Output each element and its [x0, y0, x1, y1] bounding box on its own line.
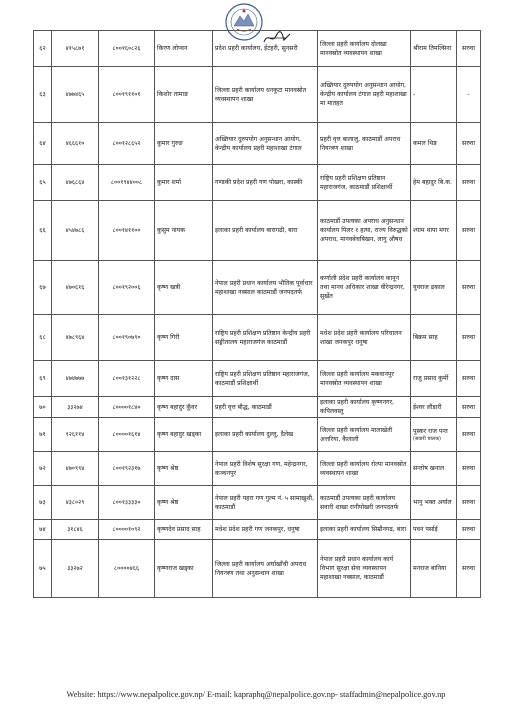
- new-office-cell: [318, 540, 411, 598]
- status-cell: [457, 67, 481, 123]
- name-cell: [155, 397, 213, 418]
- sanket-number-cell: [99, 361, 155, 397]
- name-cell: [155, 315, 213, 361]
- name-text: कुमार गुरुङ: [157, 140, 183, 147]
- personnel-code-cell: [52, 418, 99, 452]
- approver-cell: [411, 418, 457, 452]
- current-office-cell: [213, 397, 318, 418]
- personnel-code-text: १२६११४: [65, 431, 85, 438]
- serial-number-cell: [34, 540, 52, 598]
- name-cell: [155, 540, 213, 598]
- new-office-text: काठमाडौं उपत्यका अपराध अनुसन्धान कार्यालय पिलर १ हत्या, राज्य विरुद्धको अपराध, मानवबेचबिखन, लागु औषध: [320, 218, 408, 243]
- sanket-number-text: ८००००४६६: [114, 565, 139, 572]
- approver-text: मनराज बानिया: [413, 565, 447, 572]
- current-office-text: प्रहरी वृत्त बौद्ध, काठमाडौं: [215, 403, 272, 411]
- new-office-text: जिल्ला प्रहरी कार्यालय मालाखेती अत्तरिया, कैलाली: [320, 426, 393, 443]
- new-office-text: कर्णाली प्रदेश प्रहरी कार्यालय कानून तथा मानव अधिकार शाखा वीरेन्द्रनगर, सुर्खेत: [320, 275, 405, 300]
- serial-number-text: ६६: [39, 227, 46, 234]
- new-office-cell: [318, 201, 411, 261]
- table-row: [34, 520, 481, 540]
- serial-number-cell: [34, 31, 52, 67]
- serial-number-cell: [34, 520, 52, 540]
- status-text: सरुवा: [462, 465, 475, 472]
- name-cell: [155, 261, 213, 315]
- current-office-text: राष्ट्रिय प्रहरी प्रशिक्षण प्रतिष्ठान केन्द्रीय प्रहरी सङ्गीतालय महाराजगंज काठमाडौं: [215, 329, 311, 346]
- sanket-number-cell: [99, 201, 155, 261]
- personnel-code-cell: [52, 201, 99, 261]
- status-text: सरुवा: [462, 179, 475, 186]
- approver-text: बिक्रम साह: [413, 334, 438, 341]
- new-office-text: काठमाडौं उपत्यका प्रहरी कार्यालय सवारी शाखा रानीपोखरी जनपदतर्फ: [320, 494, 399, 511]
- status-cell: [457, 165, 481, 201]
- current-office-cell: [213, 261, 318, 315]
- status-cell: [457, 123, 481, 165]
- status-cell: [457, 397, 481, 418]
- table-row: [34, 261, 481, 315]
- name-cell: [155, 486, 213, 520]
- table-row: [34, 452, 481, 486]
- serial-number-cell: [34, 315, 52, 361]
- new-office-text: अख्तियार दुरुपयोग अनुसन्धान आयोग, केन्द्रीय कार्यालय टंगाल प्रहरी महाशाखा मा मातहत: [320, 82, 407, 107]
- status-text: सरुवा: [462, 565, 475, 572]
- table-row: [34, 418, 481, 452]
- name-text: कृष्ण बहादुर कुँवर: [157, 403, 198, 411]
- approver-cell: [411, 397, 457, 418]
- approver-cell: [411, 520, 457, 540]
- current-office-text: इलाका प्रहरी कार्यालय बारागढी, बारा: [215, 227, 298, 234]
- sanket-number-text: ८००१३३३३०: [112, 499, 141, 506]
- sanket-number-cell: [99, 418, 155, 452]
- serial-number-cell: [34, 201, 52, 261]
- new-office-text: जिल्ला प्रहरी कार्यालय दोलखा मानवस्रोत व्यवस्थापन शाखा: [320, 40, 387, 57]
- name-text: किरण लोप्चन: [157, 45, 188, 52]
- sanket-number-cell: [99, 123, 155, 165]
- sanket-number-cell: [99, 540, 155, 598]
- serial-number-cell: [34, 397, 52, 418]
- name-cell: [155, 520, 213, 540]
- sanket-number-cell: [99, 452, 155, 486]
- current-office-cell: [213, 486, 318, 520]
- new-office-cell: [318, 397, 411, 418]
- sanket-number-cell: [99, 165, 155, 201]
- status-cell: [457, 315, 481, 361]
- personnel-code-text: ४५४७८६: [65, 227, 85, 234]
- name-text: कृष्ण श्रेष्ठ: [157, 465, 179, 472]
- personnel-code-text: ४७७४६५: [65, 91, 85, 98]
- approver-cell: [411, 540, 457, 598]
- approver-text: ईश्वर लौडारी: [413, 403, 442, 411]
- new-office-cell: [318, 418, 411, 452]
- current-office-cell: [213, 452, 318, 486]
- approver-cell: [411, 452, 457, 486]
- serial-number-cell: [34, 452, 52, 486]
- serial-number-cell: [34, 361, 52, 397]
- status-cell: [457, 31, 481, 67]
- serial-number-cell: [34, 418, 52, 452]
- personnel-code-cell: [52, 315, 99, 361]
- status-text: सरुवा: [462, 431, 475, 438]
- new-office-cell: [318, 261, 411, 315]
- status-cell: [457, 540, 481, 598]
- name-cell: [155, 123, 213, 165]
- current-office-cell: [213, 123, 318, 165]
- new-office-text: नेपाल प्रहरी प्रधान कार्यालय कार्य विभाग सुरक्षा सेवा व्यवस्थापन महाशाखा नक्साल, काठमाडौं: [320, 556, 394, 581]
- sanket-number-text: ८००१४११००: [112, 227, 141, 234]
- approver-cell: [411, 315, 457, 361]
- approver-text: भानु भक्त अर्याल: [413, 499, 452, 506]
- approver-text: युवराज ढकाल: [413, 284, 445, 291]
- current-office-cell: [213, 540, 318, 598]
- approver-cell: [411, 361, 457, 397]
- approver-text: -: [413, 91, 416, 98]
- serial-number-text: ६५: [39, 179, 46, 186]
- sanket-number-cell: [99, 31, 155, 67]
- serial-number-cell: [34, 123, 52, 165]
- table-row: [34, 486, 481, 520]
- new-office-text: इलाका प्रहरी कार्यालय कृष्णनगर, कपिलवस्तु: [320, 399, 394, 415]
- status-cell: [457, 520, 481, 540]
- approver-text: पवन पर्साई: [413, 526, 438, 533]
- page-footer: Website: https://www.nepalpolice.gov.np/ E-mail: kapraphq@nepalpolice.gov.np- staffadmin@nepalpolice.gov.np: [66, 690, 446, 699]
- table-row: [34, 315, 481, 361]
- approver-cell: [411, 201, 457, 261]
- sanket-number-text: ८००१९११०१: [112, 91, 141, 98]
- status-cell: [457, 486, 481, 520]
- serial-number-text: ६९: [39, 375, 46, 382]
- name-cell: [155, 418, 213, 452]
- current-office-text: इलाका प्रहरी कार्यालय दुल्लु, दैलेख: [215, 431, 294, 438]
- approver-cell: [411, 165, 457, 201]
- current-office-text: जिल्ला प्रहरी कार्यालय अर्घाखाँची अपराध नियन्त्रण तथा अनुसन्धान शाखा: [215, 560, 307, 577]
- sanket-number-text: ८००००१८४०: [112, 403, 141, 411]
- personnel-code-text: ४७८९६४: [65, 334, 85, 341]
- name-text: कुसुम नायक: [157, 227, 185, 234]
- serial-number-text: ७५: [39, 565, 46, 572]
- approver-text: राजु प्रसाद कुर्मी: [413, 375, 449, 382]
- name-cell: [155, 361, 213, 397]
- personnel-code-cell: [52, 31, 99, 67]
- status-cell: [457, 201, 481, 261]
- name-text: कृष्ण दास: [157, 375, 180, 382]
- serial-number-text: ७३: [39, 499, 46, 506]
- new-office-text: मधेश प्रदेश प्रहरी कार्यालय परिचालन शाखा जनकपुर धनुषा: [320, 329, 402, 346]
- table-row: [34, 361, 481, 397]
- sanket-number-cell: [99, 261, 155, 315]
- personnel-code-cell: [52, 452, 99, 486]
- current-office-cell: [213, 361, 318, 397]
- name-text: कृष्ण श्रेष्ठ: [157, 499, 179, 506]
- status-text: सरुवा: [462, 284, 475, 291]
- table-row: [34, 397, 481, 418]
- serial-number-cell: [34, 67, 52, 123]
- name-cell: [155, 452, 213, 486]
- personnel-code-cell: [52, 165, 99, 201]
- personnel-code-text: ४७०६१६: [65, 284, 85, 291]
- sanket-number-text: ८००१६०८२६: [112, 45, 141, 52]
- current-office-text: मधेश प्रदेश प्रहरी गण जनकपुर, धनुषा: [215, 526, 300, 533]
- table-row: [34, 201, 481, 261]
- sanket-number-cell: [99, 315, 155, 361]
- sanket-number-text: ८००१२८६५२: [112, 140, 141, 147]
- sanket-number-text: ८००१९०७९०: [112, 334, 141, 341]
- personnel-code-cell: [52, 520, 99, 540]
- personnel-code-cell: [52, 261, 99, 315]
- status-text: सरुवा: [462, 140, 475, 147]
- name-cell: [155, 31, 213, 67]
- current-office-cell: [213, 165, 318, 201]
- sanket-number-cell: [99, 486, 155, 520]
- approver-cell: [411, 67, 457, 123]
- approver-cell: [411, 486, 457, 520]
- current-office-cell: [213, 31, 318, 67]
- new-office-cell: [318, 361, 411, 397]
- serial-number-text: ६८: [39, 334, 46, 341]
- new-office-text: जिल्ला प्रहरी कार्यालय रोल्पा मानवस्रोत व्यवस्थापन शाखा: [320, 460, 407, 477]
- name-cell: [155, 67, 213, 123]
- sanket-number-text: ८००१९२३१७: [112, 465, 141, 472]
- approver-text: कमल थिङ: [413, 140, 438, 147]
- name-text: कुमार शर्मा: [157, 179, 182, 186]
- serial-number-text: ७०: [39, 403, 46, 411]
- name-text: किशोर तामाङ: [157, 91, 189, 98]
- new-office-cell: [318, 486, 411, 520]
- serial-number-cell: [34, 261, 52, 315]
- personnel-code-text: ३३२७२: [67, 565, 83, 572]
- sanket-number-cell: [99, 520, 155, 540]
- table-body: [34, 31, 481, 598]
- new-office-text: इलाका प्रहरी कार्यालय सिम्रौनगढ, बारा: [320, 526, 407, 533]
- current-office-cell: [213, 520, 318, 540]
- approver-cell: [411, 261, 457, 315]
- name-text: कृष्णराज खड्का: [157, 565, 194, 572]
- approver-text: श्याम थापा मगर: [413, 227, 449, 234]
- table-row: [34, 123, 481, 165]
- new-office-cell: [318, 452, 411, 486]
- status-text: सरुवा: [462, 499, 475, 506]
- current-office-text: प्रदेश प्रहरी कार्यालय, ईटहरी, सुनसरी: [215, 45, 298, 52]
- status-text: सरुवा: [462, 45, 475, 52]
- current-office-text: गण्डकी प्रदेश प्रहरी गण पोखरा, कास्की: [215, 179, 303, 186]
- sanket-number-text: ८००१९४४००८: [110, 179, 143, 186]
- approver-text: हेम बहादुर बि.क.: [413, 179, 452, 186]
- name-text: कृष्णदेव प्रसाद साह: [157, 526, 201, 533]
- serial-number-text: ६७: [39, 284, 46, 291]
- personnel-code-cell: [52, 397, 99, 418]
- serial-number-text: ७२: [39, 465, 46, 472]
- personnel-code-cell: [52, 67, 99, 123]
- sanket-number-text: ८००१९२००६: [112, 284, 141, 291]
- serial-number-text: ६२: [39, 45, 46, 52]
- approver-note: (सवारी चालक): [413, 435, 441, 442]
- current-office-cell: [213, 418, 318, 452]
- approver-text: पुस्कर राज पन्त: [413, 427, 448, 435]
- status-text: -: [467, 91, 470, 98]
- sanket-number-text: ८००००१६१४: [112, 431, 141, 438]
- sanket-number-text: ८००१३१२२८: [112, 375, 141, 382]
- status-cell: [457, 418, 481, 452]
- personnel-code-text: ४१५८७१: [65, 45, 85, 52]
- sanket-number-cell: [99, 397, 155, 418]
- serial-number-text: ७४: [39, 526, 46, 533]
- status-text: सरुवा: [462, 334, 475, 341]
- sanket-number-cell: [99, 67, 155, 123]
- current-office-text: नेपाल प्रहरी पहरा गण गुल्म नं. ५ सामाखुशी, काठमाडौं: [215, 494, 314, 511]
- approver-cell: [411, 31, 457, 67]
- new-office-cell: [318, 315, 411, 361]
- personnel-code-text: ४७०९९४: [65, 465, 85, 472]
- status-cell: [457, 452, 481, 486]
- personnel-code-text: ३१८४६: [67, 526, 83, 533]
- name-cell: [155, 201, 213, 261]
- status-text: सरुवा: [462, 526, 475, 533]
- current-office-text: नेपाल प्रहरी विशेष सुरक्षा गण, महेन्द्रनगर, कञ्चनपुर: [215, 460, 308, 477]
- approver-cell: [411, 123, 457, 165]
- personnel-code-cell: [52, 123, 99, 165]
- table-row: [34, 67, 481, 123]
- current-office-cell: [213, 67, 318, 123]
- current-office-text: जिल्ला प्रहरी कार्यालय धनकुटा मानवस्रोत व्यवस्थापन शाखा: [215, 86, 307, 103]
- status-text: सरुवा: [462, 227, 475, 234]
- status-cell: [457, 261, 481, 315]
- name-cell: [155, 165, 213, 201]
- approver-text: सन्तोष खनाल: [413, 465, 445, 472]
- personnel-code-text: ४६६६१०: [65, 140, 85, 147]
- serial-number-text: ७१: [39, 431, 46, 438]
- personnel-code-text: ४७६८६४: [65, 179, 85, 186]
- personnel-code-text: ४३८०२९: [65, 499, 85, 506]
- status-cell: [457, 361, 481, 397]
- new-office-text: राष्ट्रिय प्रहरी प्रशिक्षण प्रतिष्ठान महाराजगंज, काठमाडौं प्रशिक्षार्थी: [320, 174, 393, 191]
- name-text: कृष्ण खत्री: [157, 284, 181, 291]
- serial-number-text: ६३: [39, 91, 46, 98]
- new-office-cell: [318, 520, 411, 540]
- new-office-cell: [318, 165, 411, 201]
- name-text: कृष्ण बहादुर खड्का: [157, 431, 202, 438]
- current-office-text: अख्तियार दुरुपयोग अनुसन्धान आयोग, केन्द्रीय कार्यालय प्रहरी महाशाखा टंगाल: [215, 135, 302, 152]
- table-row: [34, 31, 481, 67]
- serial-number-cell: [34, 486, 52, 520]
- new-office-text: जिल्ला प्रहरी कार्यालय मकवानपुर मानवस्रोत व्यवस्थापन शाखा: [320, 370, 394, 387]
- serial-number-cell: [34, 165, 52, 201]
- personnel-code-cell: [52, 361, 99, 397]
- sanket-number-text: ८००००१०९२: [112, 526, 141, 533]
- new-office-cell: [318, 123, 411, 165]
- new-office-cell: [318, 67, 411, 123]
- new-office-cell: [318, 31, 411, 67]
- table-row: [34, 165, 481, 201]
- personnel-code-cell: [52, 540, 99, 598]
- new-office-text: प्रहरी वृत्त बालाजु, काठमाडौं अपराध नियन्त्रण शाखा: [320, 135, 401, 152]
- current-office-text: राष्ट्रिय प्रहरी प्रशिक्षण प्रतिष्ठान महाराजगंज, काठमाडौं प्रशिक्षार्थी: [215, 370, 310, 387]
- current-office-text: नेपाल प्रहरी प्रधान कार्यालय भौतिक पूर्वाधार महाशाखा नक्साल काठमाडौं जनपदतर्फ: [215, 279, 313, 296]
- status-text: सरुवा: [462, 375, 475, 382]
- personnel-code-cell: [52, 486, 99, 520]
- serial-number-text: ६४: [39, 140, 46, 147]
- transfer-table: [33, 30, 481, 598]
- current-office-cell: [213, 201, 318, 261]
- approver-text: श्रीराम तिमल्सिना: [413, 45, 452, 52]
- personnel-code-text: ४७४७७७: [65, 375, 85, 382]
- status-text: सरुवा: [462, 403, 475, 411]
- table-row: [34, 540, 481, 598]
- current-office-cell: [213, 315, 318, 361]
- name-text: कृष्ण गिरी: [157, 334, 180, 341]
- personnel-code-text: ३३२७४: [67, 403, 83, 411]
